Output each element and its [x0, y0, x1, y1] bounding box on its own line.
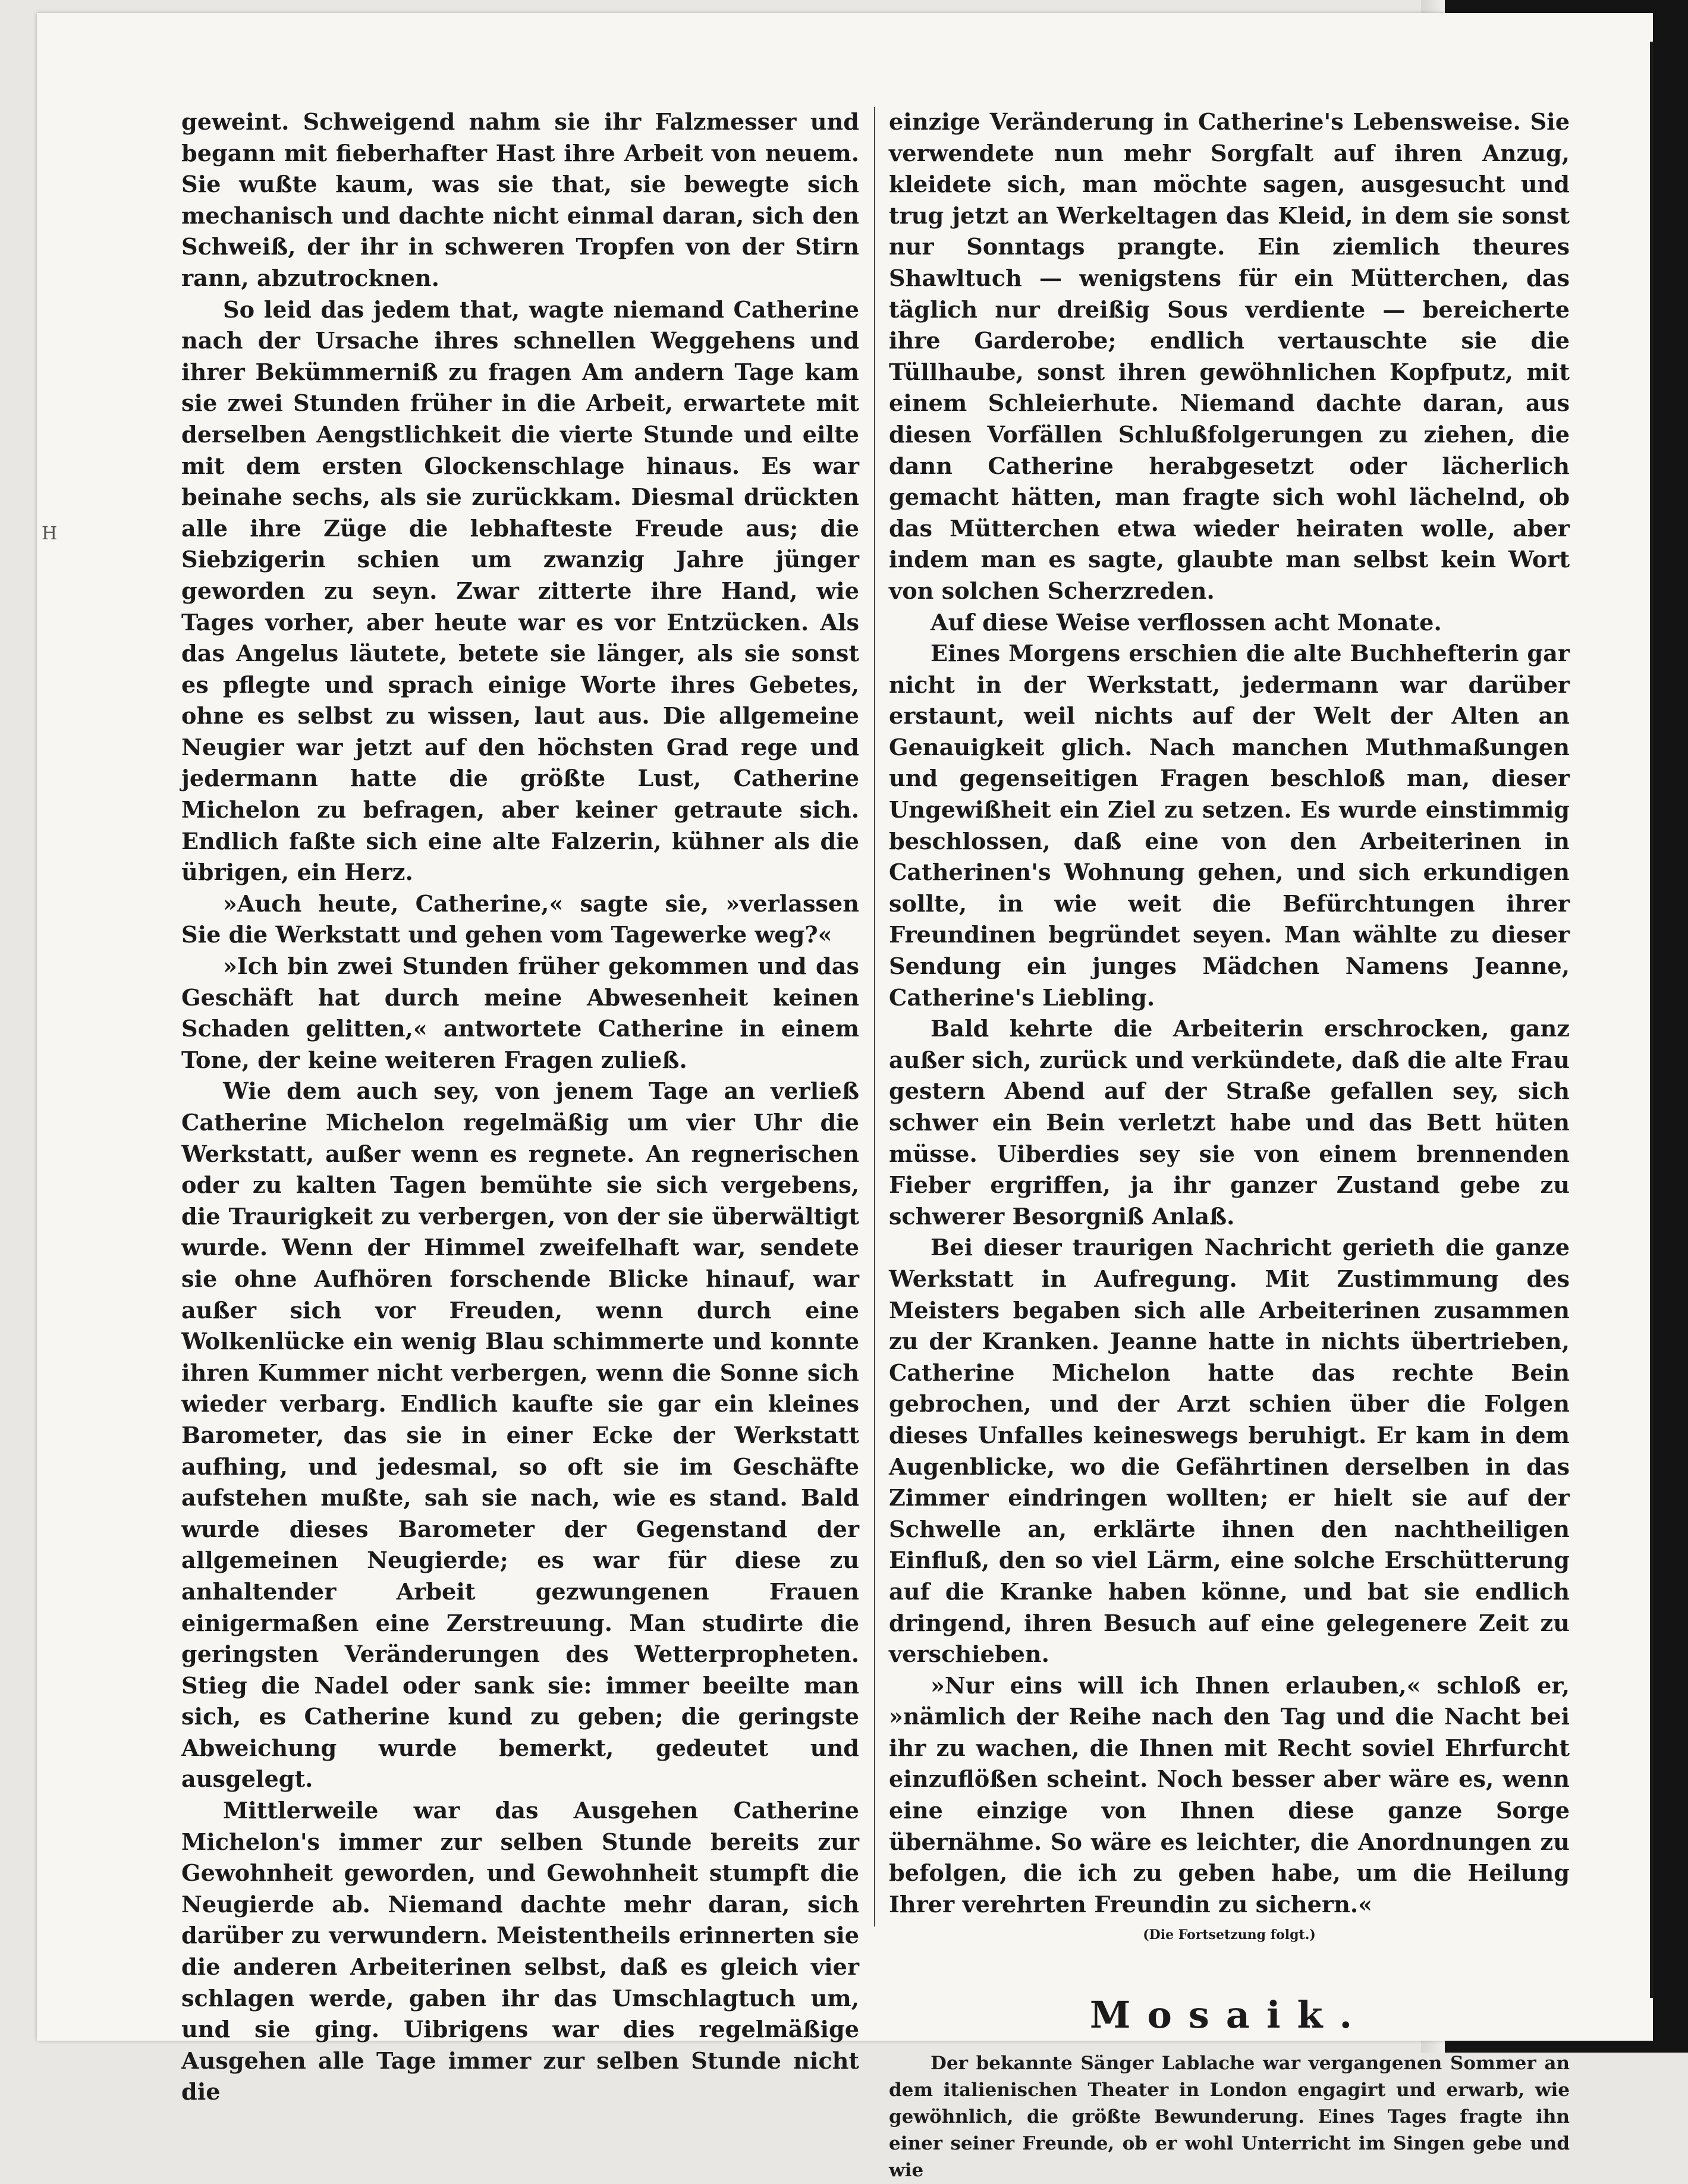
- left-paragraph-4: »Ich bin zwei Stunden früher gekommen und das Geschäft hat durch meine Abwesenheit keinen Schaden gelitten,« antwortete Catherine in einem Tone, der keine weiteren Fragen zuließ.: [181, 953, 859, 1074]
- right-paragraph-3: Eines Morgens erschien die alte Buchhefterin gar nicht in der Werkstatt, jedermann war darüber erstaunt, weil nichts auf der Welt der Alten an Genauigkeit glich. Nach manchen Muthmaßungen und gegenseitigen Fragen beschloß man, dieser Ungewißheit ein Ziel zu setzen. Es wurde einstimmig beschlossen, daß eine von den Arbeiterinen in Catherinen's Wohnung gehen, und sich erkundigen sollte, in wie weit die Befürchtungen ihrer Freundinen begründet seyen. Man wählte zu dieser Sendung ein junges Mädchen Namens Jeanne, Catherine's Liebling.: [889, 640, 1570, 1011]
- right-paragraph-5: Bei dieser traurigen Nachricht gerieth die ganze Werkstatt in Aufregung. Mit Zustimmung des Meisters begaben sich alle Arbeiterinen zusammen zu der Kranken. Jeanne hatte in nichts übertrieben, Catherine Michelon hatte das rechte Bein gebrochen, und der Arzt schien über die Folgen dieses Unfalles keineswegs beruhigt. Er kam in dem Augenblicke, wo die Gefährtinen derselben in das Zimmer eindringen wollten; er hielt sie auf der Schwelle an, erklärte ihnen den nachtheiligen Einfluß, den so viel Lärm, eine solche Erschütterung auf die Kranke haben könne, und bat sie endlich dringend, ihren Besuch auf eine gelegenere Zeit zu verschieben.: [889, 1234, 1570, 1668]
- page-edge-shadow: [1650, 42, 1654, 1998]
- left-paragraph-1: geweint. Schweigend nahm sie ihr Falzmesser und begann mit fieberhafter Hast ihre Arbeit von neuem. Sie wußte kaum, was sie that, sie bewegte sich mechanisch und dachte nicht einmal daran, sich den Schweiß, der ihr in schweren Tropfen von der Stirn rann, abzutrocknen.: [181, 109, 859, 292]
- margin-mark: H: [42, 523, 58, 544]
- left-column: [181, 107, 859, 2108]
- left-paragraph-3: »Auch heute, Catherine,« sagte sie, »verlassen Sie die Werkstatt und gehen vom Tagewerke weg?«: [181, 890, 859, 949]
- right-column: [889, 107, 1570, 2184]
- left-paragraph-6: Mittlerweile war das Ausgehen Catherine Michelon's immer zur selben Stunde bereits zur Gewohnheit geworden, und Gewohnheit stumpft die Neugierde ab. Niemand dachte mehr daran, sich darüber zu verwundern. Meistentheils erinnerten sie die anderen Arbeiterinen selbst, daß es gleich vier schlagen werde, gaben ihr das Umschlagtuch um, und sie ging. Uibrigens war dies regelmäßige Ausgehen alle Tage immer zur selben Stunde nicht die: [181, 1798, 859, 2106]
- right-paragraph-1: einzige Veränderung in Catherine's Lebensweise. Sie verwendete nun mehr Sorgfalt auf ihren Anzug, kleidete sich, man möchte sagen, ausgesucht und trug jetzt an Werkeltagen das Kleid, in dem sie sonst nur Sonntags prangte. Ein ziemlich theures Shawltuch — wenigstens für ein Mütterchen, das täglich nur dreißig Sous verdiente — bereicherte ihre Garderobe; endlich vertauschte sie die Tüllhaube, sonst ihren gewöhnlichen Kopfputz, mit einem Schleierhute. Niemand dachte daran, aus diesen Vorfällen Schlußfolgerungen zu ziehen, die dann Catherine herabgesetzt oder lächerlich gemacht hätten, man fragte sich wohl lächelnd, ob das Mütterchen etwa wieder heiraten wolle, aber indem man es sagte, glaubte man selbst kein Wort von solchen Scherzreden.: [889, 109, 1570, 605]
- left-paragraph-5: Wie dem auch sey, von jenem Tage an verließ Catherine Michelon regelmäßig um vier Uhr die Werkstatt, außer wenn es regnete. An regnerischen oder zu kalten Tagen bemühte sie sich vergebens, die Traurigkeit zu verbergen, von der sie überwältigt wurde. Wenn der Himmel zweifelhaft war, sendete sie ohne Aufhören forschende Blicke hinauf, war außer sich vor Freuden, wenn durch eine Wolkenlücke ein wenig Blau schimmerte und konnte ihren Kummer nicht verbergen, wenn die Sonne sich wieder verbarg. Endlich kaufte sie gar ein kleines Barometer, das sie in einer Ecke der Werkstatt aufhing, und jedesmal, so oft sie im Geschäfte aufstehen mußte, sah sie nach, wie es stand. Bald wurde dieses Barometer der Gegenstand der allgemeinen Neugierde; es war für diese zu anhaltender Arbeit gezwungenen Frauen einigermaßen eine Zerstreuung. Man studirte die geringsten Veränderungen des Wetterpropheten. Stieg die Nadel oder sank sie: immer beeilte man sich, es Catherine kund zu geben; die geringste Abweichung wurde bemerkt, gedeutet und ausgelegt.: [181, 1078, 859, 1793]
- column-divider: [874, 107, 875, 1927]
- continuation-note: (Die Fortsetzung folgt.): [1143, 1927, 1316, 1943]
- right-paragraph-2: Auf diese Weise verflossen acht Monate.: [931, 609, 1442, 636]
- left-paragraph-2: So leid das jedem that, wagte niemand Catherine nach der Ursache ihres schnellen Weggehens und ihrer Bekümmerniß zu fragen Am andern Tage kam sie zwei Stunden früher in die Arbeit, erwartete mit derselben Aengstlichkeit die vierte Stunde und eilte mit dem ersten Glockenschlage hinaus. Es war beinahe sechs, als sie zurückkam. Diesmal drückten alle ihre Züge die lebhafteste Freude aus; die Siebzigerin schien um zwanzig Jahre jünger geworden zu seyn. Zwar zitterte ihre Hand, wie Tages vorher, aber heute war es vor Entzücken. Als das Angelus läutete, betete sie länger, als sie sonst es pflegte und sprach einige Worte ihres Gebetes, ohne es selbst zu wissen, laut aus. Die allgemeine Neugier war jetzt auf den höchsten Grad rege und jedermann hatte die größte Lust, Catherine Michelon zu befragen, aber keiner getraute sich. Endlich faßte sich eine alte Falzerin, kühner als die übrigen, ein Herz.: [181, 296, 859, 887]
- mosaik-heading: Mosaik.: [1089, 1993, 1369, 2037]
- right-paragraph-4: Bald kehrte die Arbeiterin erschrocken, ganz außer sich, zurück und verkündete, daß die alte Frau gestern Abend auf der Straße gefallen sey, sich schwer ein Bein verletzt habe und das Bett hüten müsse. Uiberdies sey sie von einem brennenden Fieber ergriffen, ja ihr ganzer Zustand gebe zu schwerer Besorgniß Anlaß.: [889, 1016, 1570, 1230]
- right-paragraph-6: »Nur eins will ich Ihnen erlauben,« schloß er, »nämlich der Reihe nach den Tag und die Nacht bei ihr zu wachen, die Ihnen mit Recht soviel Ehrfurcht einzuflößen scheint. Noch besser aber wäre es, wenn eine einzige von Ihnen diese ganze Sorge übernähme. So wäre es leichter, die Anordnungen zu befolgen, die ich zu geben habe, um die Heilung Ihrer verehrten Freundin zu sichern.«: [889, 1672, 1570, 1918]
- mosaik-paragraph: Der bekannte Sänger Lablache war vergangenen Sommer an dem italienischen Theater in London engagirt und erwarb, wie gewöhnlich, die größte Bewunderung. Eines Tages fragte ihn einer seiner Freunde, ob er wohl Unterricht im Singen gebe und wie: [889, 2053, 1570, 2182]
